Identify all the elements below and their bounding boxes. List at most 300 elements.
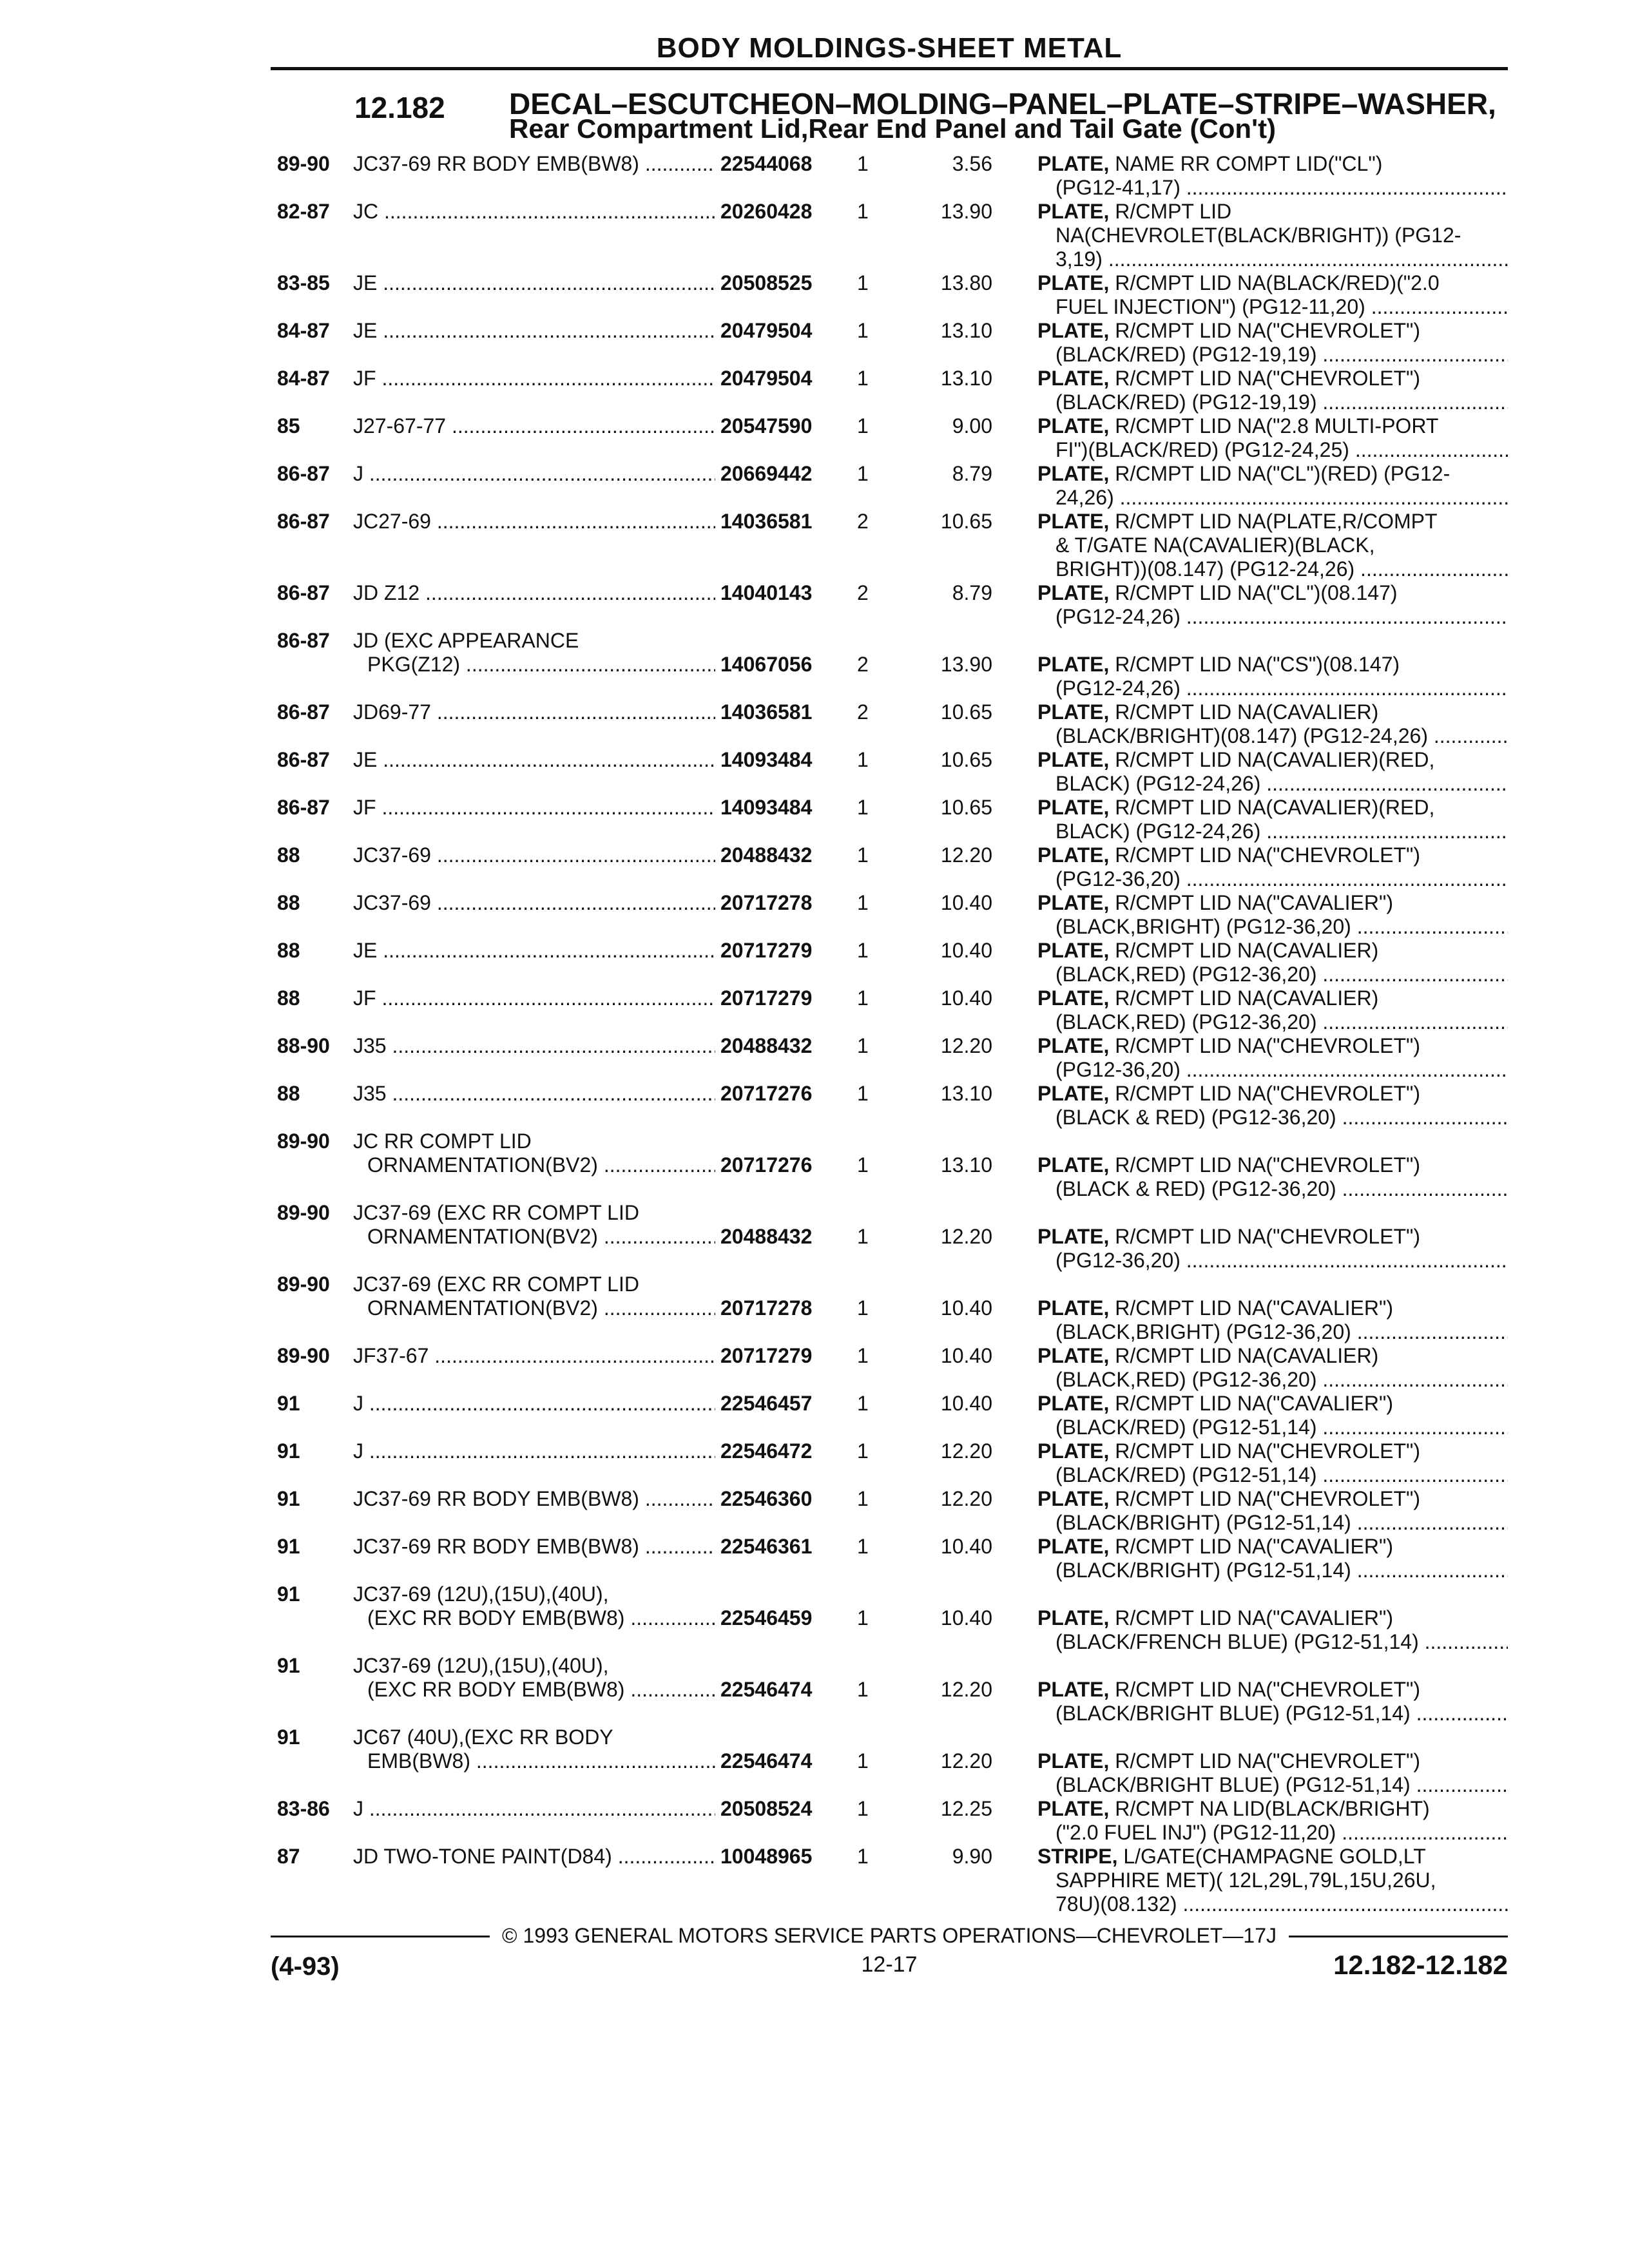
parts-row — [277, 1725, 1508, 1797]
application — [353, 414, 985, 438]
description — [1037, 1344, 1508, 1392]
application-line: JF ..... — [353, 796, 715, 820]
price: 13.10 — [940, 367, 992, 390]
parts-row — [277, 319, 1508, 367]
application — [353, 152, 985, 176]
model-years: 88 — [277, 939, 300, 962]
description-line: 3,19) ..... — [1037, 247, 1508, 271]
description-line: (BLACK,RED) (PG12-36,20) ..... — [1037, 963, 1508, 986]
application-line: ORNAMENTATION(BV2) ..... — [353, 1225, 729, 1249]
footer-date: (4-93) — [271, 1952, 340, 1981]
price: 10.65 — [940, 510, 992, 533]
part-number: 20717276 — [715, 1082, 812, 1106]
description-line: PLATE, R/CMPT LID NA("CHEVROLET") — [1037, 1082, 1421, 1105]
application — [353, 1129, 985, 1177]
price: 13.90 — [940, 200, 992, 223]
quantity: 1 — [857, 319, 869, 342]
description-keyword: STRIPE, — [1037, 1845, 1118, 1868]
description-line: SAPPHIRE MET)( 12L,29L,79L,15U,26U, — [1055, 1869, 1436, 1892]
application-line: JC37-69 (EXC RR COMPT LID — [353, 1273, 639, 1296]
part-number: 14036581 — [715, 510, 812, 533]
description-line: PLATE, R/CMPT LID NA("CHEVROLET") — [1037, 1678, 1421, 1701]
description-line: (BLACK/BRIGHT BLUE) (PG12-51,14) ..... — [1037, 1702, 1508, 1725]
parts-row — [277, 1582, 1508, 1654]
description-keyword: PLATE, — [1037, 414, 1110, 437]
application-line: J35 ..... — [353, 1034, 715, 1058]
description-line: PLATE, R/CMPT LID NA("CHEVROLET") — [1037, 843, 1421, 867]
parts-row — [277, 510, 1508, 581]
description-line: PLATE, R/CMPT LID NA("CHEVROLET") — [1037, 1439, 1421, 1463]
quantity: 1 — [857, 891, 869, 914]
price: 8.79 — [952, 581, 992, 604]
description-keyword: PLATE, — [1037, 152, 1110, 175]
price: 10.65 — [940, 748, 992, 771]
application — [353, 200, 985, 224]
part-number: 20479504 — [715, 367, 812, 390]
description-line: PLATE, R/CMPT LID NA(CAVALIER) — [1037, 986, 1379, 1010]
description-line: (PG12-24,26) ..... — [1037, 605, 1508, 629]
application-line: J ..... — [353, 1392, 715, 1416]
description-line: PLATE, R/CMPT LID NA("CAVALIER") — [1037, 1535, 1393, 1558]
application-line: J27-67-77 ..... — [353, 414, 715, 438]
description-line: PLATE, R/CMPT LID — [1037, 200, 1232, 223]
quantity: 1 — [857, 843, 869, 867]
description-keyword: PLATE, — [1037, 319, 1110, 342]
application-line: JC37-69 RR BODY EMB(BW8) ..... — [353, 1487, 715, 1511]
application-line: JE ..... — [353, 319, 715, 343]
description-line: (BLACK/BRIGHT) (PG12-51,14) ..... — [1037, 1559, 1508, 1582]
model-years: 87 — [277, 1845, 300, 1868]
description-line: (BLACK,BRIGHT) (PG12-36,20) ..... — [1037, 1320, 1508, 1344]
quantity: 1 — [857, 367, 869, 390]
parts-row — [277, 700, 1508, 748]
footer-rule-right — [1289, 1936, 1508, 1937]
application-line: JF ..... — [353, 986, 715, 1010]
part-number: 20488432 — [715, 843, 812, 867]
part-number: 20508525 — [715, 271, 812, 295]
description-line: (BLACK/RED) (PG12-51,14) ..... — [1037, 1463, 1508, 1487]
application — [353, 891, 985, 915]
header-rule — [271, 67, 1508, 70]
quantity: 1 — [857, 1153, 869, 1177]
application-line: J ..... — [353, 1439, 715, 1463]
part-number: 20508524 — [715, 1797, 812, 1821]
description-line: (BLACK,BRIGHT) (PG12-36,20) ..... — [1037, 915, 1508, 939]
description-line: (BLACK/BRIGHT)(08.147) (PG12-24,26) ..... — [1037, 724, 1508, 748]
parts-row — [277, 581, 1508, 629]
model-years: 89-90 — [277, 1273, 330, 1296]
page-header-title: BODY MOLDINGS-SHEET METAL — [656, 32, 1123, 64]
price: 10.40 — [940, 1344, 992, 1367]
quantity: 1 — [857, 1487, 869, 1510]
part-number: 22546459 — [715, 1606, 812, 1630]
application-line: JC27-69 ..... — [353, 510, 715, 533]
description — [1037, 1034, 1508, 1082]
quantity: 1 — [857, 1606, 869, 1629]
application — [353, 1845, 985, 1869]
description — [1037, 891, 1508, 939]
application — [353, 510, 985, 533]
application-line: ORNAMENTATION(BV2) ..... — [353, 1296, 729, 1320]
description — [1037, 1678, 1508, 1725]
application — [353, 796, 985, 820]
description-line: NA(CHEVROLET(BLACK/BRIGHT)) (PG12- — [1055, 224, 1461, 247]
price: 3.56 — [952, 152, 992, 175]
application — [353, 1034, 985, 1058]
parts-row — [277, 843, 1508, 891]
section-title: DECAL–ESCUTCHEON–MOLDING–PANEL–PLATE–STRIPE–WASHER, — [509, 87, 1496, 120]
description — [1037, 319, 1508, 367]
application-line: JC RR COMPT LID — [353, 1129, 532, 1153]
description-line: PLATE, R/CMPT LID NA(CAVALIER)(RED, — [1037, 796, 1435, 819]
application — [353, 700, 985, 724]
description-line: PLATE, R/CMPT LID NA("CAVALIER") — [1037, 1392, 1393, 1415]
footer-section-range: 12.182-12.182 — [1333, 1950, 1508, 1980]
part-number: 22546474 — [715, 1678, 812, 1702]
application-line: JE ..... — [353, 271, 715, 295]
description-line: PLATE, R/CMPT LID NA("CHEVROLET") — [1037, 1225, 1421, 1248]
parts-row — [277, 1845, 1508, 1916]
description-line: PLATE, R/CMPT LID NA(BLACK/RED)("2.0 — [1037, 271, 1440, 294]
description-keyword: PLATE, — [1037, 1082, 1110, 1105]
part-number: 14093484 — [715, 748, 812, 772]
application — [353, 1535, 985, 1559]
model-years: 88-90 — [277, 1034, 330, 1057]
part-number: 20717276 — [715, 1153, 812, 1177]
parts-row — [277, 986, 1508, 1034]
quantity: 1 — [857, 1749, 869, 1773]
description-line: STRIPE, L/GATE(CHAMPAGNE GOLD,LT — [1037, 1845, 1426, 1868]
parts-row — [277, 462, 1508, 510]
application — [353, 271, 985, 295]
description-line: (PG12-41,17) ..... — [1037, 176, 1508, 200]
part-number: 22546472 — [715, 1439, 812, 1463]
price: 10.65 — [940, 796, 992, 819]
description-line: PLATE, R/CMPT LID NA("CS")(08.147) — [1037, 653, 1400, 676]
price: 12.20 — [940, 1487, 992, 1510]
application — [353, 1392, 985, 1416]
description-line: 78U)(08.132) ..... — [1037, 1892, 1508, 1916]
description — [1037, 1606, 1508, 1654]
application — [353, 581, 985, 605]
price: 13.10 — [940, 1153, 992, 1177]
parts-row — [277, 1439, 1508, 1487]
footer-page-number: 12-17 — [861, 1952, 918, 1977]
price: 12.20 — [940, 843, 992, 867]
description-keyword: PLATE, — [1037, 1678, 1110, 1701]
model-years: 86-87 — [277, 462, 330, 485]
description-line: & T/GATE NA(CAVALIER)(BLACK, — [1055, 533, 1375, 557]
model-years: 84-87 — [277, 319, 330, 342]
description-line: PLATE, R/CMPT LID NA(CAVALIER)(RED, — [1037, 748, 1435, 771]
model-years: 89-90 — [277, 1344, 330, 1367]
model-years: 83-86 — [277, 1797, 330, 1820]
description-keyword: PLATE, — [1037, 1487, 1110, 1510]
parts-list — [277, 152, 1508, 1916]
quantity: 1 — [857, 748, 869, 771]
description-keyword: PLATE, — [1037, 1439, 1110, 1463]
parts-row — [277, 152, 1508, 200]
footer-copyright: © 1993 GENERAL MOTORS SERVICE PARTS OPERATIONS—CHEVROLET—17J — [502, 1924, 1277, 1947]
price: 8.79 — [952, 462, 992, 485]
application — [353, 843, 985, 867]
price: 10.40 — [940, 1392, 992, 1415]
application-line: JC37-69 ..... — [353, 891, 715, 915]
price: 13.10 — [940, 1082, 992, 1105]
part-number: 22546360 — [715, 1487, 812, 1511]
application — [353, 986, 985, 1010]
description — [1037, 1392, 1508, 1439]
description — [1037, 843, 1508, 891]
description — [1037, 1749, 1508, 1797]
application-line: J ..... — [353, 1797, 715, 1821]
quantity: 1 — [857, 986, 869, 1010]
description-line: PLATE, R/CMPT LID NA("CHEVROLET") — [1037, 319, 1421, 342]
application-line: JC37-69 (12U),(15U),(40U), — [353, 1654, 609, 1677]
part-number: 22544068 — [715, 152, 812, 176]
price: 12.20 — [940, 1225, 992, 1248]
description-keyword: PLATE, — [1037, 843, 1110, 867]
description-line: PLATE, R/CMPT LID NA("CHEVROLET") — [1037, 1749, 1421, 1773]
description — [1037, 367, 1508, 414]
part-number: 20717279 — [715, 986, 812, 1010]
application — [353, 748, 985, 772]
parts-row — [277, 1201, 1508, 1273]
application-line: JD Z12 ..... — [353, 581, 715, 605]
model-years: 91 — [277, 1725, 300, 1749]
parts-row — [277, 1034, 1508, 1082]
description — [1037, 986, 1508, 1034]
quantity: 2 — [857, 510, 869, 533]
application — [353, 367, 985, 390]
price: 13.80 — [940, 271, 992, 294]
description — [1037, 1535, 1508, 1582]
model-years: 86-87 — [277, 748, 330, 771]
price: 10.65 — [940, 700, 992, 724]
description-line: PLATE, R/CMPT LID NA("CAVALIER") — [1037, 1296, 1393, 1320]
quantity: 1 — [857, 939, 869, 962]
price: 12.25 — [940, 1797, 992, 1820]
description — [1037, 414, 1508, 462]
description-keyword: PLATE, — [1037, 653, 1110, 676]
description-keyword: PLATE, — [1037, 1535, 1110, 1558]
description — [1037, 653, 1508, 700]
description-line: (BLACK/BRIGHT BLUE) (PG12-51,14) ..... — [1037, 1773, 1508, 1797]
description-keyword: PLATE, — [1037, 462, 1110, 485]
model-years: 82-87 — [277, 200, 330, 223]
model-years: 83-85 — [277, 271, 330, 294]
model-years: 86-87 — [277, 796, 330, 819]
parts-row — [277, 367, 1508, 414]
part-number: 20479504 — [715, 319, 812, 343]
model-years: 91 — [277, 1487, 300, 1510]
description-keyword: PLATE, — [1037, 891, 1110, 914]
description — [1037, 200, 1508, 271]
description-keyword: PLATE, — [1037, 986, 1110, 1010]
parts-row — [277, 1129, 1508, 1201]
application — [353, 1582, 985, 1630]
application — [353, 1439, 985, 1463]
application-line: JD (EXC APPEARANCE — [353, 629, 579, 652]
part-number: 22546474 — [715, 1749, 812, 1773]
quantity: 1 — [857, 796, 869, 819]
model-years: 86-87 — [277, 700, 330, 724]
application — [353, 1725, 985, 1773]
footer-rule-left — [271, 1936, 490, 1937]
parts-row — [277, 200, 1508, 271]
quantity: 1 — [857, 271, 869, 294]
description-line: (BLACK/RED) (PG12-51,14) ..... — [1037, 1416, 1508, 1439]
quantity: 1 — [857, 1034, 869, 1057]
description-line: PLATE, R/CMPT LID NA("CAVALIER") — [1037, 891, 1393, 914]
model-years: 85 — [277, 414, 300, 437]
application — [353, 939, 985, 963]
description — [1037, 581, 1508, 629]
part-number: 14067056 — [715, 653, 812, 677]
description-line: PLATE, R/CMPT LID NA(CAVALIER) — [1037, 939, 1379, 962]
application — [353, 1273, 985, 1320]
parts-row — [277, 748, 1508, 796]
description-keyword: PLATE, — [1037, 1296, 1110, 1320]
price: 10.40 — [940, 891, 992, 914]
price: 10.40 — [940, 986, 992, 1010]
description-line: PLATE, R/CMPT LID NA("2.8 MULTI-PORT — [1037, 414, 1439, 437]
parts-row — [277, 1273, 1508, 1344]
description-line: (BLACK/FRENCH BLUE) (PG12-51,14) ..... — [1037, 1630, 1508, 1654]
description-line: (BLACK/RED) (PG12-19,19) ..... — [1037, 390, 1508, 414]
description-line: (BLACK/RED) (PG12-19,19) ..... — [1037, 343, 1508, 367]
model-years: 89-90 — [277, 1201, 330, 1224]
parts-row — [277, 1082, 1508, 1129]
parts-row — [277, 1392, 1508, 1439]
application-line: J35 ..... — [353, 1082, 715, 1106]
application-line: JC37-69 (EXC RR COMPT LID — [353, 1201, 639, 1224]
application-line: JD69-77 ..... — [353, 700, 715, 724]
model-years: 91 — [277, 1582, 300, 1606]
description-line: PLATE, R/CMPT LID NA("CHEVROLET") — [1037, 1034, 1421, 1057]
description-line: PLATE, R/CMPT LID NA(PLATE,R/COMPT — [1037, 510, 1438, 533]
part-number: 20488432 — [715, 1225, 812, 1249]
description-keyword: PLATE, — [1037, 1153, 1110, 1177]
description-line: (BLACK/BRIGHT) (PG12-51,14) ..... — [1037, 1511, 1508, 1535]
quantity: 1 — [857, 1296, 869, 1320]
description-line: FI")(BLACK/RED) (PG12-24,25) ..... — [1037, 438, 1508, 462]
parts-row — [277, 1797, 1508, 1845]
quantity: 1 — [857, 1392, 869, 1415]
quantity: 1 — [857, 152, 869, 175]
description-keyword: PLATE, — [1037, 1034, 1110, 1057]
description-line: PLATE, R/CMPT LID NA("CAVALIER") — [1037, 1606, 1393, 1629]
price: 12.20 — [940, 1034, 992, 1057]
description-line: (PG12-24,26) ..... — [1037, 677, 1508, 700]
quantity: 2 — [857, 653, 869, 676]
description-line: PLATE, R/CMPT LID NA("CHEVROLET") — [1037, 1487, 1421, 1510]
description — [1037, 1296, 1508, 1344]
description — [1037, 462, 1508, 510]
model-years: 86-87 — [277, 581, 330, 604]
parts-row — [277, 939, 1508, 986]
description-line: BLACK) (PG12-24,26) ..... — [1037, 820, 1508, 843]
model-years: 91 — [277, 1439, 300, 1463]
description-line: PLATE, R/CMPT LID NA("CL")(08.147) — [1037, 581, 1398, 604]
parts-row — [277, 796, 1508, 843]
description-keyword: PLATE, — [1037, 1344, 1110, 1367]
application-line: PKG(Z12) ..... — [353, 653, 729, 677]
application-line: EMB(BW8) ..... — [353, 1749, 729, 1773]
application — [353, 629, 985, 677]
quantity: 2 — [857, 700, 869, 724]
application-line: JC ..... — [353, 200, 715, 224]
description-keyword: PLATE, — [1037, 271, 1110, 294]
description-line: (BLACK & RED) (PG12-36,20) ..... — [1037, 1177, 1508, 1201]
part-number: 14040143 — [715, 581, 812, 605]
description — [1037, 271, 1508, 319]
application-line: JE ..... — [353, 748, 715, 772]
description — [1037, 1153, 1508, 1201]
quantity: 1 — [857, 200, 869, 223]
quantity: 1 — [857, 1344, 869, 1367]
description-line: FUEL INJECTION") (PG12-11,20) ..... — [1037, 295, 1508, 319]
description-line: (PG12-36,20) ..... — [1037, 1058, 1508, 1082]
section-number: 12.182 — [354, 91, 445, 124]
application-line: J ..... — [353, 462, 715, 486]
part-number: 14036581 — [715, 700, 812, 724]
application-line: JF37-67 ..... — [353, 1344, 715, 1368]
model-years: 88 — [277, 986, 300, 1010]
part-number: 20669442 — [715, 462, 812, 486]
model-years: 91 — [277, 1535, 300, 1558]
description — [1037, 1487, 1508, 1535]
parts-row — [277, 629, 1508, 700]
price: 12.20 — [940, 1678, 992, 1701]
application-line: JF ..... — [353, 367, 715, 390]
model-years: 89-90 — [277, 152, 330, 175]
description-line: PLATE, R/CMPT LID NA(CAVALIER) — [1037, 700, 1379, 724]
price: 10.40 — [940, 1535, 992, 1558]
description — [1037, 1225, 1508, 1273]
description-line: BLACK) (PG12-24,26) ..... — [1037, 772, 1508, 796]
description-line: BRIGHT))(08.147) (PG12-24,26) ..... — [1037, 557, 1508, 581]
parts-row — [277, 271, 1508, 319]
application — [353, 1487, 985, 1511]
application — [353, 1654, 985, 1702]
application-line: JC37-69 RR BODY EMB(BW8) ..... — [353, 152, 715, 176]
description-line: PLATE, NAME RR COMPT LID("CL") — [1037, 152, 1383, 175]
description-keyword: PLATE, — [1037, 1225, 1110, 1248]
application-line: JC37-69 RR BODY EMB(BW8) ..... — [353, 1535, 715, 1559]
description — [1037, 700, 1508, 748]
part-number: 20717278 — [715, 1296, 812, 1320]
description-keyword: PLATE, — [1037, 1392, 1110, 1415]
application-line: JC37-69 ..... — [353, 843, 715, 867]
description-line: PLATE, R/CMPT LID NA("CHEVROLET") — [1037, 367, 1421, 390]
price: 10.40 — [940, 939, 992, 962]
quantity: 2 — [857, 581, 869, 604]
description-line: 24,26) ..... — [1037, 486, 1508, 510]
quantity: 1 — [857, 1535, 869, 1558]
model-years: 91 — [277, 1392, 300, 1415]
price: 10.40 — [940, 1606, 992, 1629]
parts-row — [277, 891, 1508, 939]
description-keyword: PLATE, — [1037, 367, 1110, 390]
quantity: 1 — [857, 1082, 869, 1105]
description — [1037, 1439, 1508, 1487]
description-line: (BLACK & RED) (PG12-36,20) ..... — [1037, 1106, 1508, 1129]
price: 12.20 — [940, 1749, 992, 1773]
price: 9.00 — [952, 414, 992, 437]
model-years: 91 — [277, 1654, 300, 1677]
part-number: 22546361 — [715, 1535, 812, 1559]
